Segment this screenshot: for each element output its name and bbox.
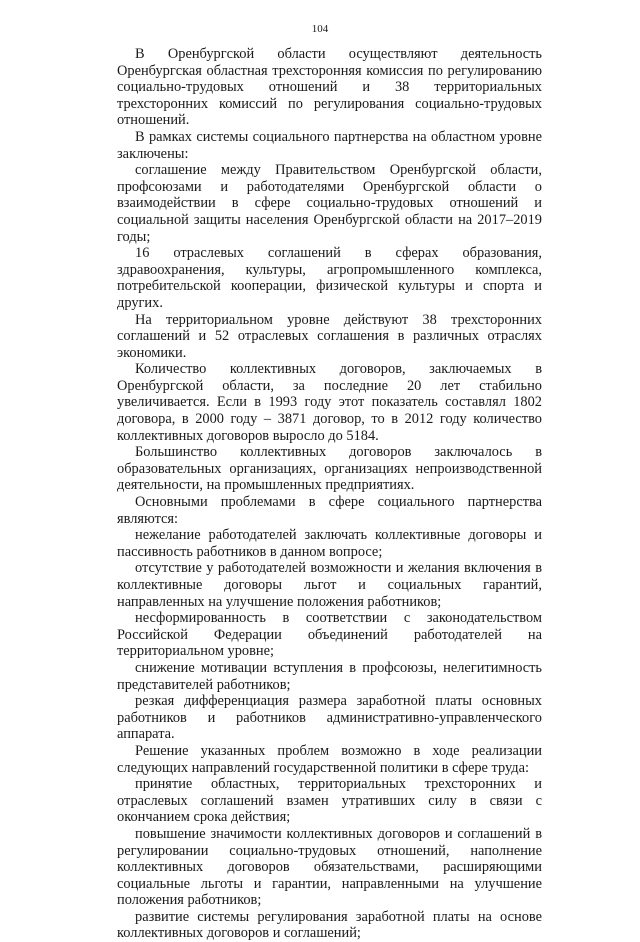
paragraph: В рамках системы социального партнерства на областном уровне заключены: xyxy=(117,128,542,162)
paragraph: резкая дифференциация размера заработной платы основных работников и работников административно-управленческого аппарата. xyxy=(117,693,542,743)
paragraph: Основными проблемами в сфере социального партнерства являются: xyxy=(117,494,542,527)
paragraph: отсутствие у работодателей возможности и желания включения в коллективные договоры льгот и социальных гарантий, направленных на улучшение положения работников; xyxy=(117,560,542,610)
paragraph: повышение значимости коллективных договоров и соглашений в регулировании социально-трудовых отношений, наполнение коллективных договоров обязательствами, расширяющими социальные льготы и гарантии, направленными на улучшение положения работников; xyxy=(117,825,542,909)
paragraph: нежелание работодателей заключать коллективные договоры и пассивность работников в данном вопросе; xyxy=(117,527,542,560)
paragraph: В Оренбургской области осуществляют деятельность Оренбургская областная трехсторонняя комиссия по регулированию социально-трудовых отношений и 38 территориальных трехсторонних комиссий по регулирования социально-трудовых отношений. xyxy=(117,46,542,129)
paragraph: 16 отраслевых соглашений в сферах образования, здравоохранения, культуры, агропромышленного комплекса, потребительской кооперации, физической культуры и спорта и других. xyxy=(117,245,542,311)
paragraph: соглашение между Правительством Оренбургской области, профсоюзами и работодателями Оренбургской области о взаимодействии в сфере социально-трудовых отношений и социальной защиты населения Оренбургской области на 2017–2019 годы; xyxy=(117,162,542,245)
page-number: 104 xyxy=(311,23,329,35)
paragraph: несформированность в соответствии с законодательством Российской Федерации объединений работодателей на территориальном уровне; xyxy=(117,610,542,660)
paragraph: принятие областных, территориальных трехсторонних и отраслевых соглашений взамен утративших силу в связи с окончанием срока действия; xyxy=(117,776,542,826)
paragraph: снижение мотивации вступления в профсоюзы, нелегитимность представителей работников; xyxy=(117,659,542,693)
paragraph: развитие системы регулирования заработной платы на основе коллективных договоров и соглашений; xyxy=(117,908,542,942)
paragraph: На территориальном уровне действуют 38 трехсторонних соглашений и 52 отраслевых соглашения в различных отраслях экономики. xyxy=(117,311,542,361)
paragraph: Решение указанных проблем возможно в ходе реализации следующих направлений государственной политики в сфере труда: xyxy=(117,742,542,776)
paragraph: Количество коллективных договоров, заключаемых в Оренбургской области, за последние 20 лет стабильно увеличивается. Если в 1993 году этот показатель составлял 1802 договора, в 2000 году – 3871 договор, то в 2012 году количество коллективных договоров выросло до 5184. xyxy=(117,361,542,444)
document-body xyxy=(117,46,542,942)
paragraph: Большинство коллективных договоров заключалось в образовательных организациях, организациях непроизводственной деятельности, на промышленных предприятиях. xyxy=(117,444,542,494)
